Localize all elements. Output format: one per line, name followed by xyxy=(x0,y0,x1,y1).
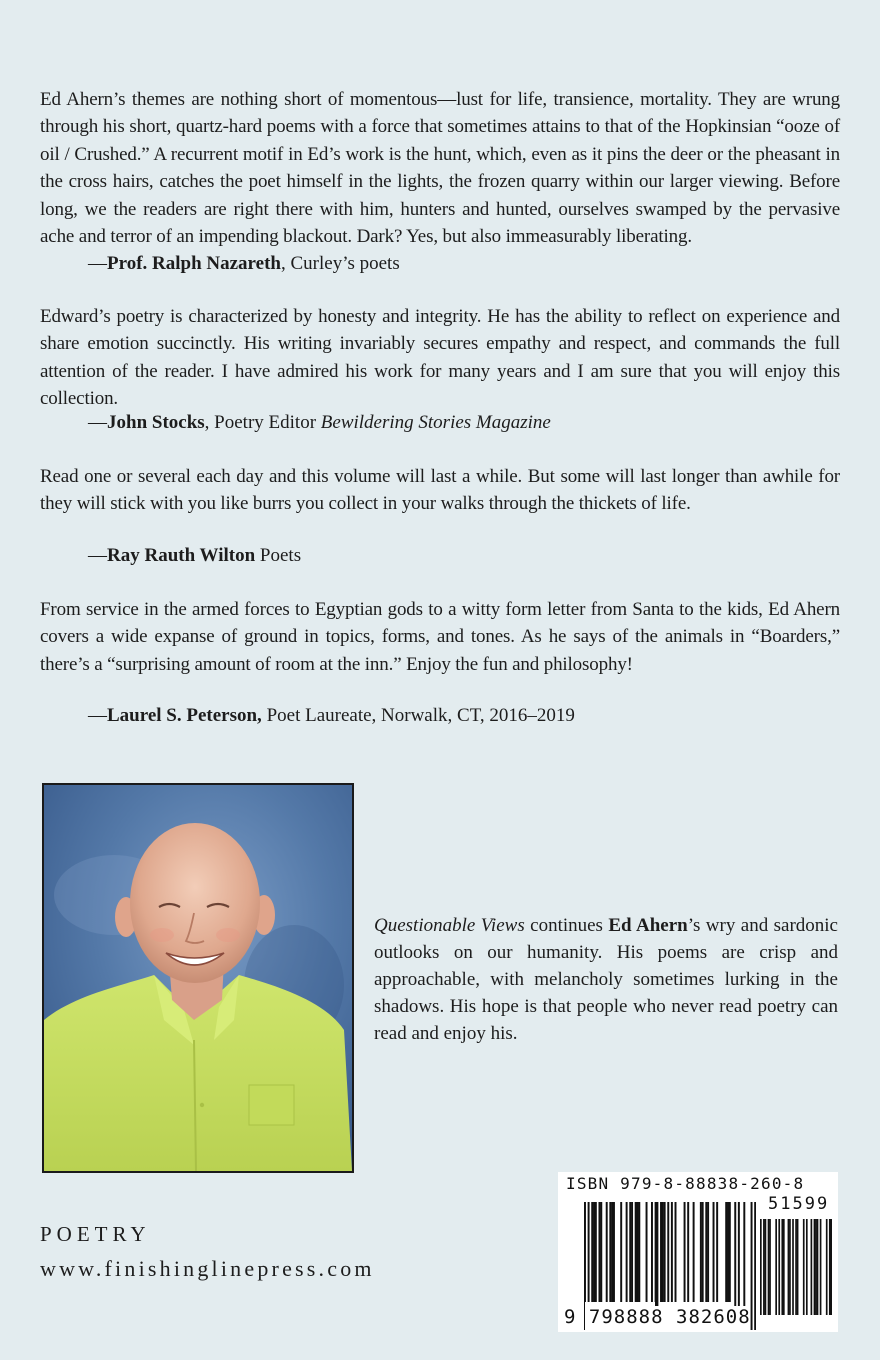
addon-bar xyxy=(783,1219,785,1315)
barcode-bar xyxy=(693,1202,695,1306)
ean-digits xyxy=(564,1306,751,1328)
barcode-bar xyxy=(743,1202,745,1306)
barcode-bar xyxy=(635,1202,637,1306)
addon-bar xyxy=(814,1219,816,1315)
price-code: 51599 xyxy=(768,1194,830,1214)
barcode-bar xyxy=(707,1202,709,1306)
addon-bar xyxy=(817,1219,819,1315)
ean-first-digit: 9 xyxy=(564,1306,577,1328)
barcode-bar xyxy=(598,1202,600,1306)
barcode-bar xyxy=(716,1202,718,1306)
barcode-bar xyxy=(713,1202,715,1306)
barcode-bar xyxy=(729,1202,731,1306)
addon-bar xyxy=(768,1219,770,1315)
barcode-bar xyxy=(593,1202,595,1306)
reviewer-name: Laurel S. Peterson, xyxy=(107,705,262,726)
barcode-bar xyxy=(606,1202,608,1306)
addon-bar xyxy=(795,1219,797,1315)
addon-bar xyxy=(769,1219,771,1315)
addon-bar xyxy=(830,1219,832,1315)
review-quote-1: Ed Ahern’s themes are nothing short of momentous—lust for life, transience, mortality. They are wrung through his short, quartz-hard poems with a force that sometimes attains to that of the Hopkinsian “ooze of oil / Crushed.” A recurrent motif in Ed’s work is the hunt, which, even as it pins the deer or the pheasant in the cross hairs, catches the poet himself in the lights, the frozen quarry within our larger viewing. Before long, we the readers are right there with him, hunters and hunted, ourselves swamped by the pervasive ache and terror of an impending blackout. Dark? Yes, but also immeasurably liberating. xyxy=(40,89,840,248)
barcode-bar xyxy=(638,1202,640,1306)
addon-bar xyxy=(797,1219,799,1315)
barcode-bar xyxy=(751,1202,753,1330)
review-attribution-4 xyxy=(88,702,575,729)
barcode-bar xyxy=(725,1202,727,1306)
reviewer-affiliation: , Poetry Editor xyxy=(204,412,321,433)
reviewer-name: Ray Rauth Wilton xyxy=(107,545,256,566)
attribution-dash: — xyxy=(88,705,107,726)
barcode-bar xyxy=(609,1202,611,1306)
addon-bar xyxy=(803,1219,805,1315)
addon-bar xyxy=(763,1219,765,1315)
barcode-bar xyxy=(734,1202,736,1306)
barcode-bar xyxy=(662,1202,664,1306)
addon-bar xyxy=(775,1219,777,1315)
reviewer-name: John Stocks xyxy=(107,412,205,433)
barcode-bar xyxy=(637,1202,639,1306)
attribution-dash: — xyxy=(88,253,107,274)
ean-left-group: 798888 xyxy=(588,1306,664,1328)
reviewer-affiliation: , Curley’s poets xyxy=(280,253,400,274)
isbn-barcode xyxy=(558,1172,838,1332)
barcode-bar xyxy=(620,1202,622,1306)
review-quote-3: Read one or several each day and this volume will last a while. But some will last longer than awhile for they will stick with you like burrs you collect in your walks through the thickets of life. xyxy=(40,466,840,515)
addon-bar xyxy=(788,1219,790,1315)
barcode-bar xyxy=(655,1202,657,1306)
barcode-bar xyxy=(675,1202,677,1306)
barcode-bar xyxy=(656,1202,658,1306)
reviewer-publication: Bewildering Stories Magazine xyxy=(320,412,551,433)
book-description xyxy=(374,912,838,1047)
barcode-bar xyxy=(684,1202,686,1306)
review-quote-4: From service in the armed forces to Egyptian gods to a witty form letter from Santa to the kids, Ed Ahern covers a wide expanse of ground in topics, forms, and tones. As he says of the animals in “Boarders,” there’s a “surprising amount of room at the inn.” Enjoy the fun and philosophy! xyxy=(40,599,840,675)
barcode-bar xyxy=(702,1202,704,1306)
barcode-bar xyxy=(600,1202,602,1306)
addon-bar xyxy=(765,1219,767,1315)
publisher-website[interactable]: www.finishinglinepress.com xyxy=(40,1256,375,1281)
review-attribution-3 xyxy=(88,542,301,569)
author-name: Ed Ahern xyxy=(608,915,688,936)
reviewer-name: Prof. Ralph Nazareth xyxy=(107,253,281,274)
barcode-bar xyxy=(611,1202,613,1306)
barcode-bar xyxy=(651,1202,653,1306)
reviewer-affiliation: Poet Laureate, Norwalk, CT, 2016–2019 xyxy=(261,705,575,726)
book-title: Questionable Views xyxy=(374,915,525,936)
bio-text-after: ’s wry and sardonic outlooks on our humanity. His poems are crisp and approachable, with melancholy sometimes lurking in the shadows. His hope is that people who never read poetry can read and enjoy his. xyxy=(374,915,838,1044)
author-portrait-illustration xyxy=(44,785,352,1171)
review-quote-2: Edward’s poetry is characterized by honesty and integrity. He has the ability to reflect on experience and share emotion succinctly. His writing invariably secures empathy and respect, and commands the full attention of the reader. I have admired his work for many years and I am sure that you will enjoy this collection. xyxy=(40,306,840,410)
addon-bar xyxy=(811,1219,813,1315)
genre-label: POETRY xyxy=(40,1222,151,1246)
barcode-bar xyxy=(626,1202,628,1306)
price-addon-bars xyxy=(760,1219,832,1315)
addon-bar xyxy=(815,1219,817,1315)
barcode-bar xyxy=(738,1202,740,1306)
addon-bar xyxy=(820,1219,822,1315)
ean-right-group: 382608 xyxy=(676,1306,751,1328)
addon-bar xyxy=(778,1219,780,1315)
barcode-bar xyxy=(595,1202,597,1306)
review-attribution-1 xyxy=(88,250,400,277)
review-attribution-2 xyxy=(88,409,551,436)
addon-bar xyxy=(792,1219,794,1315)
barcode-bar xyxy=(613,1202,615,1306)
barcode-bar xyxy=(631,1202,633,1306)
attribution-dash: — xyxy=(88,545,107,566)
barcode-bar xyxy=(591,1202,593,1306)
barcode-bar xyxy=(660,1202,662,1306)
barcode-bar xyxy=(727,1202,729,1306)
addon-bar xyxy=(806,1219,808,1315)
addon-bar xyxy=(826,1219,828,1315)
barcode-bar xyxy=(705,1202,707,1306)
barcode-bar xyxy=(754,1202,756,1330)
barcode-bar xyxy=(629,1202,631,1306)
attribution-dash: — xyxy=(88,412,107,433)
author-photo xyxy=(42,783,354,1173)
barcode-bar xyxy=(700,1202,702,1306)
barcode-bar xyxy=(646,1202,648,1306)
addon-bar xyxy=(781,1219,783,1315)
isbn-label: ISBN 979-8-88838-260-8 xyxy=(566,1174,805,1193)
addon-bar xyxy=(789,1219,791,1315)
addon-bar xyxy=(829,1219,831,1315)
barcode-bar xyxy=(687,1202,689,1306)
addon-bar xyxy=(760,1219,762,1315)
barcode-bar xyxy=(664,1202,666,1306)
bio-text-before: continues xyxy=(524,915,609,936)
reviewer-affiliation: Poets xyxy=(255,545,302,566)
